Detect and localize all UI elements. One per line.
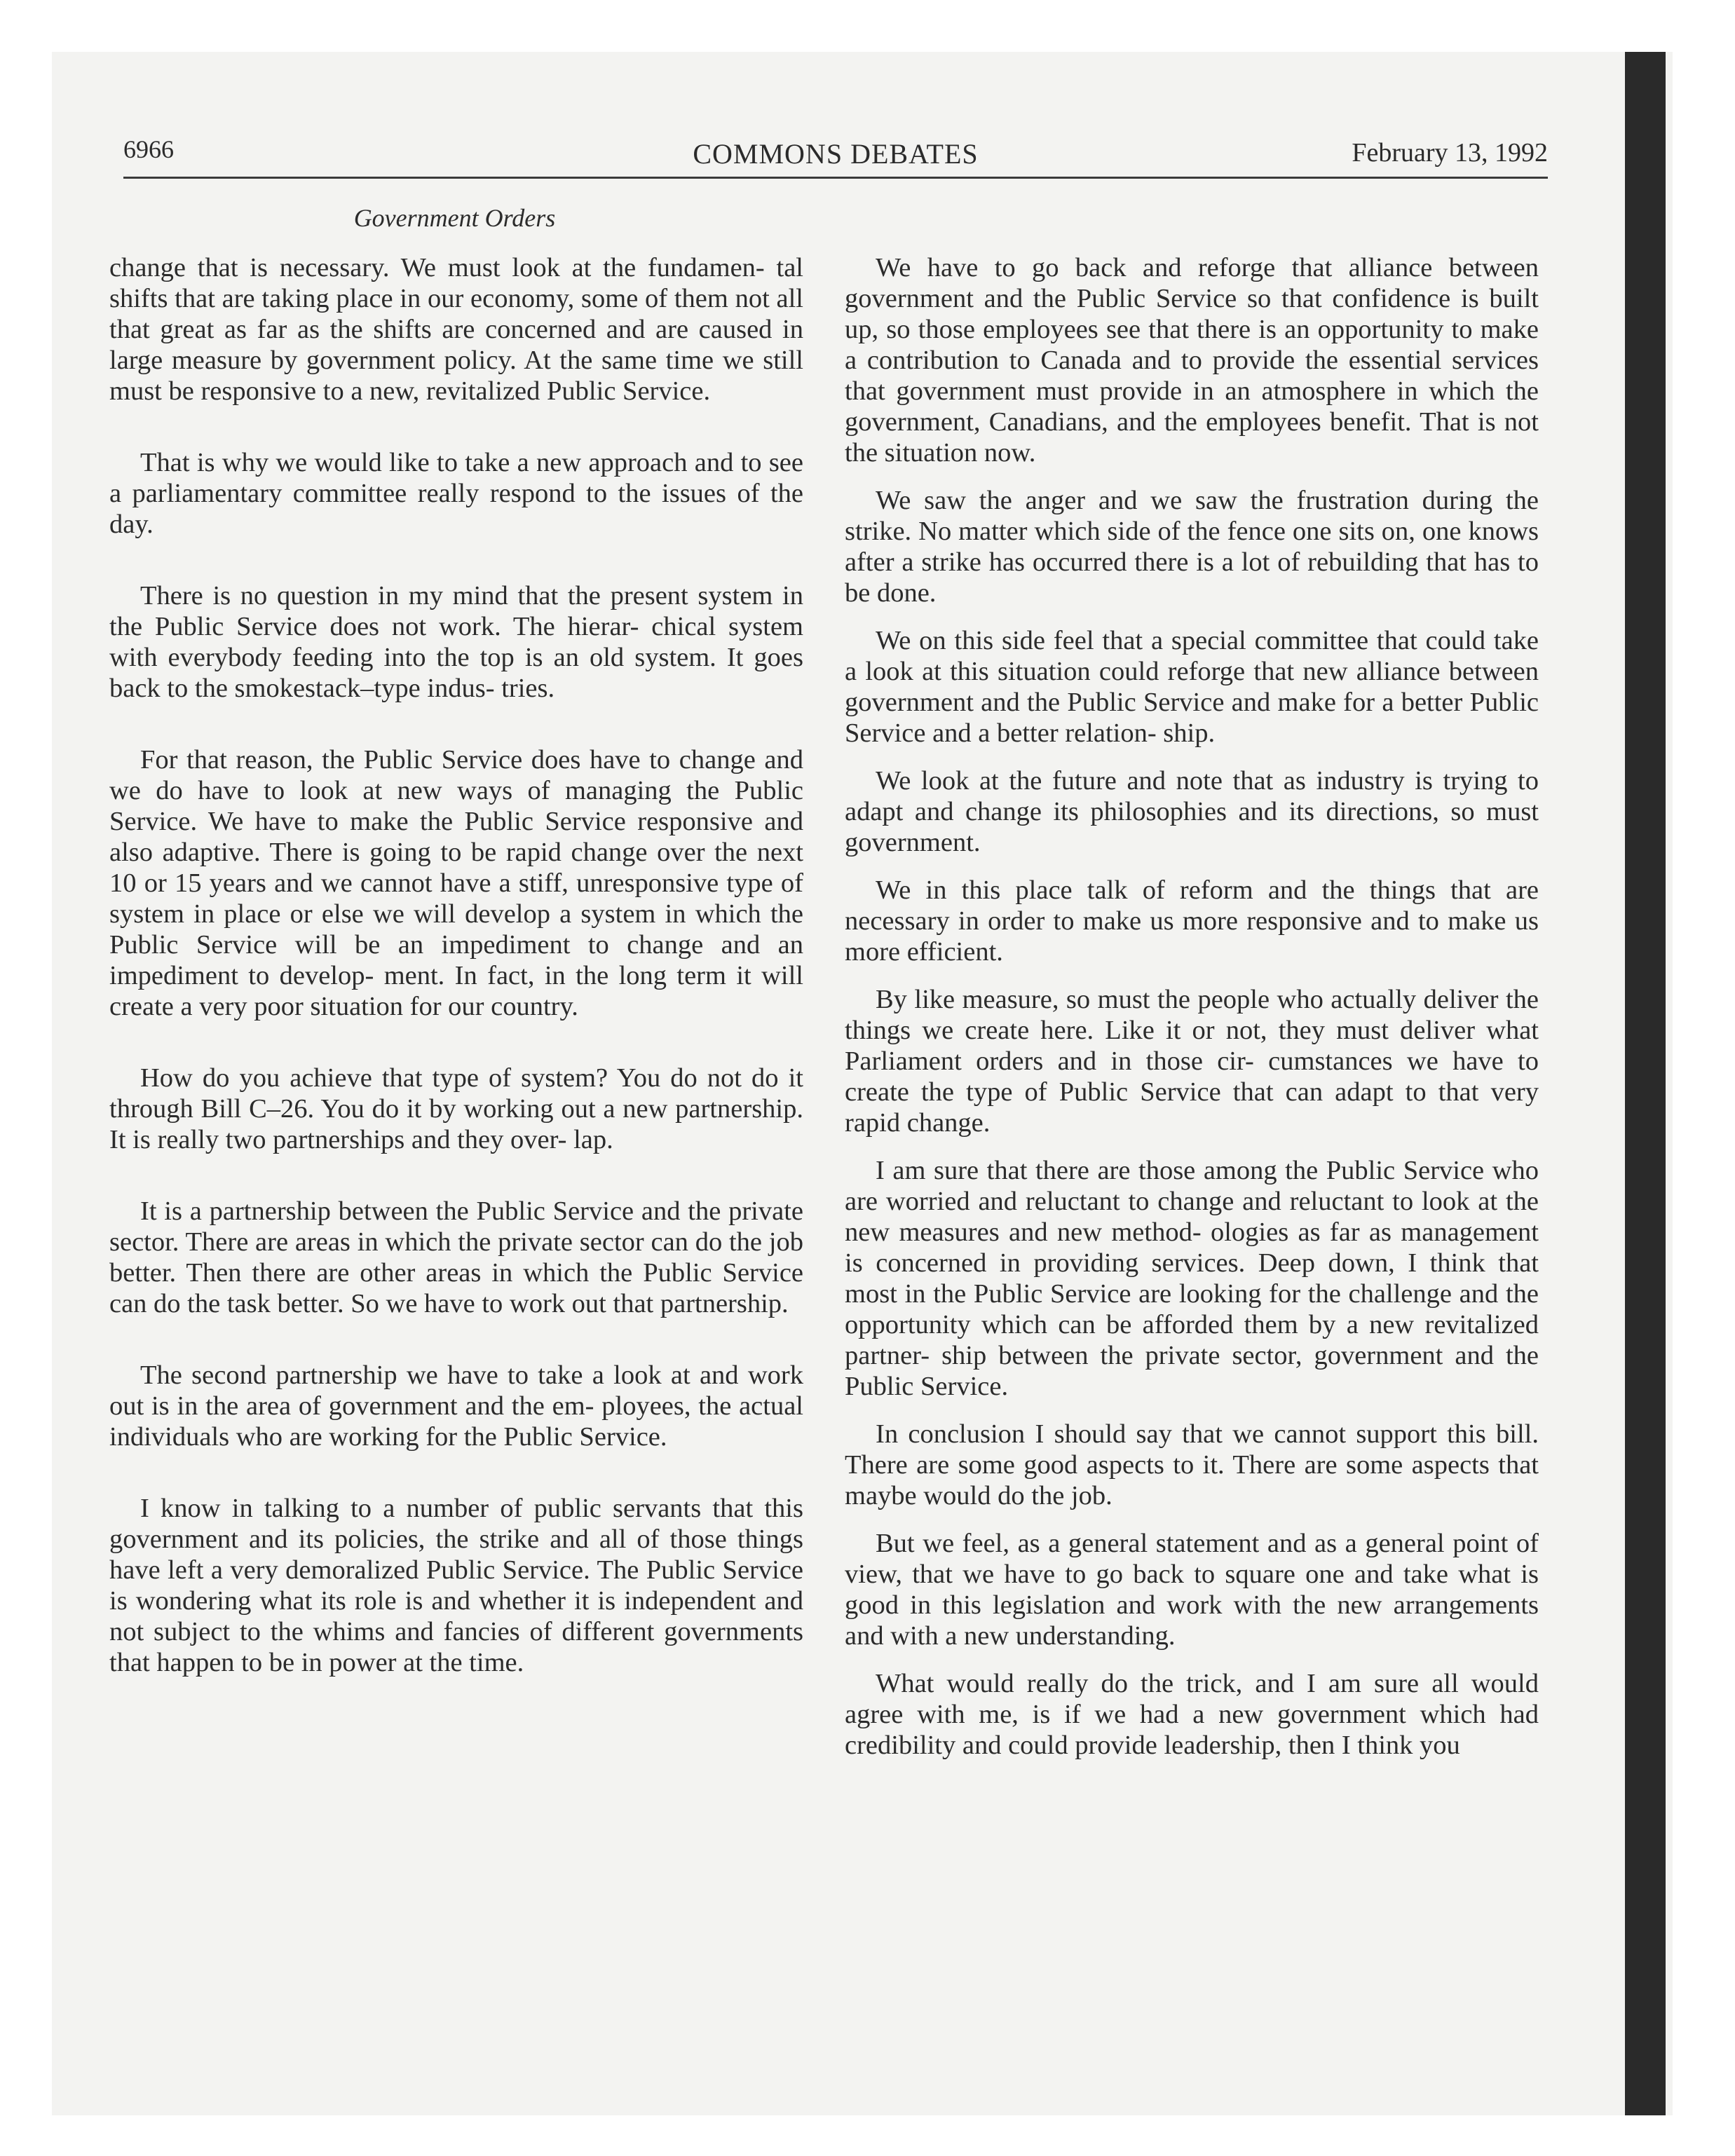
paragraph: How do you achieve that type of system? You do not do it through Bill C–26. You do it by working out a new partnership. It is really two partnerships and they over- lap. <box>109 1063 803 1154</box>
paragraph: I know in talking to a number of public servants that this government and its policies, the strike and all of those things have left a very demoralized Public Service. The Public Service is wondering what its role is and whether it is independent and not subject to the whims and fancies of different governments that happen to be in power at the time. <box>109 1494 803 1677</box>
scan-edge-bar <box>1625 52 1666 2115</box>
paragraph: We have to go back and reforge that alliance between government and the Public Service so that confidence is built up, so those employees see that there is an opportunity to make a contribution to Canada and to provide the essential services that government must provide in an atmosphere in which the government, Canadians, and the employees benefit. That is not the situation now. <box>845 253 1539 468</box>
paragraph: That is why we would like to take a new approach and to see a parliamentary committee really respond to the issues of the day. <box>109 448 803 539</box>
paragraph: We in this place talk of reform and the things that are necessary in order to make us more responsive and to make us more efficient. <box>845 875 1539 967</box>
left-column <box>109 252 803 1719</box>
paragraph: By like measure, so must the people who actually deliver the things we create here. Like it or not, they must deliver what Parliament orders and in those cir- cumstances we have to create the type of Public Service that can adapt to that very rapid change. <box>845 985 1539 1138</box>
paragraph: But we feel, as a general statement and as a general point of view, that we have to go back to square one and take what is good in this legislation and work with the new arrangements and with a new understanding. <box>845 1529 1539 1651</box>
paragraph: We on this side feel that a special committee that could take a look at this situation could reforge that new alliance between government and the Public Service and make for a better Public Service and a better relation- ship. <box>845 626 1539 748</box>
page-header <box>123 135 1548 179</box>
page-number: 6966 <box>123 135 174 163</box>
paragraph: We saw the anger and we saw the frustration during the strike. No matter which side of the fence one sits on, one knows after a strike has occurred there is a lot of rebuilding that has to be done. <box>845 486 1539 608</box>
paragraph: The second partnership we have to take a look at and work out is in the area of government and the em- ployees, the actual individuals who are working for the Public Service. <box>109 1360 803 1452</box>
paragraph: change that is necessary. We must look at the fundamen- tal shifts that are taking place in our economy, some of them not all that great as far as the shifts are concerned and are caused in large measure by government policy. At the same time we still must be responsive to a new, revitalized Public Service. <box>109 253 803 406</box>
journal-title: COMMONS DEBATES <box>693 138 979 170</box>
paragraph: We look at the future and note that as industry is trying to adapt and change its philosophies and its directions, so must government. <box>845 766 1539 857</box>
paragraph: What would really do the trick, and I am sure all would agree with me, is if we had a new government which had credibility and could provide leadership, then I think you <box>845 1669 1539 1760</box>
section-title: Government Orders <box>353 204 556 232</box>
paragraph: I am sure that there are those among the Public Service who are worried and reluctant to change and reluctant to look at the new measures and new method- ologies as far as management is concerned in providing services. Deep down, I think that most in the Public Service are looking for the challenge and the opportunity which can be afforded them by a new revitalized partner- ship between the private sector, government and the Public Service. <box>845 1156 1539 1401</box>
paragraph: In conclusion I should say that we cannot support this bill. There are some good aspects to it. There are some aspects that maybe would do the job. <box>845 1419 1539 1510</box>
paragraph: There is no question in my mind that the present system in the Public Service does not work. The hierar- chical system with everybody feeding into the top is an old system. It goes back to the smokestack–type indus- tries. <box>109 581 803 703</box>
paragraph: For that reason, the Public Service does have to change and we do have to look at new ways of managing the Public Service. We have to make the Public Service responsive and also adaptive. There is going to be rapid change over the next 10 or 15 years and we cannot have a stiff, unresponsive type of system in place or else we will develop a system in which the Public Service will be an impediment to change and an impediment to develop- ment. In fact, in the long term it will create a very poor situation for our country. <box>109 745 803 1021</box>
right-column <box>845 252 1539 1778</box>
issue-date: February 13, 1992 <box>1352 138 1548 168</box>
paragraph: It is a partnership between the Public Service and the private sector. There are areas in which the private sector can do the job better. Then there are other areas in which the Public Service can do the task better. So we have to work out that partnership. <box>109 1196 803 1318</box>
